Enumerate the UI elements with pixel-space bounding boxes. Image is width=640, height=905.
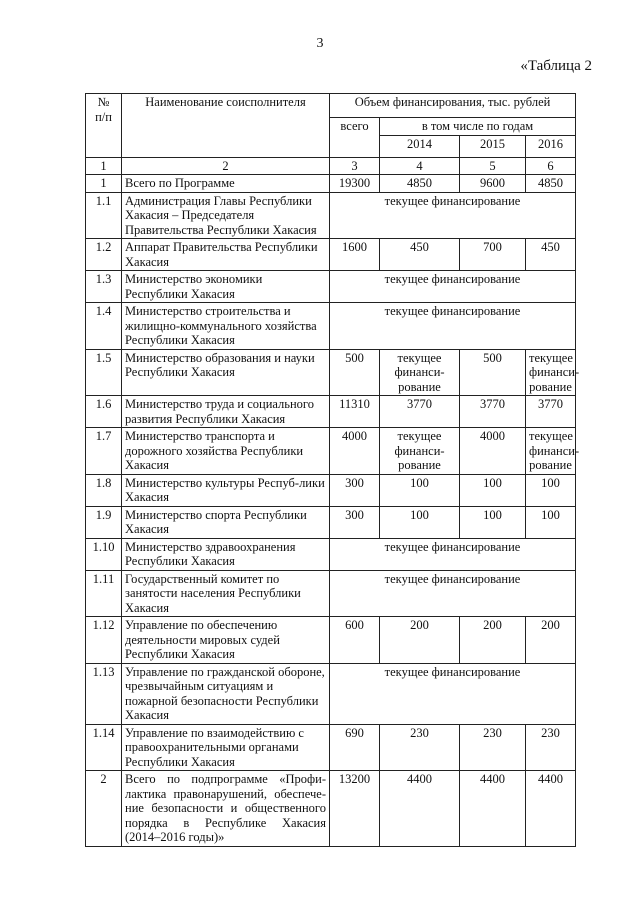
row-number: 1 (86, 175, 122, 193)
row-name: Министерство образования и науки Республики Хакасия (122, 349, 330, 396)
year-value: 230 (380, 724, 460, 771)
row-number: 1.11 (86, 570, 122, 617)
column-number: 1 (86, 157, 122, 175)
table-row (86, 474, 576, 506)
year-value: текущее финанси-рование (526, 428, 576, 475)
row-name: Министерство культуры Респуб-лики Хакасия (122, 474, 330, 506)
year-value: 4000 (460, 428, 526, 475)
row-name: Министерство здравоохранения Республики Хакасия (122, 538, 330, 570)
row-number: 1.8 (86, 474, 122, 506)
year-value: 100 (380, 474, 460, 506)
year-value: текущее финанси-рование (380, 428, 460, 475)
year-value: 100 (526, 474, 576, 506)
total-value: 300 (330, 474, 380, 506)
table-row (86, 617, 576, 664)
row-number: 1.12 (86, 617, 122, 664)
year-value: 4400 (460, 771, 526, 847)
current-financing-cell: текущее финансирование (330, 663, 576, 724)
year-value: 450 (380, 239, 460, 271)
table-row (86, 396, 576, 428)
header-year: 2016 (526, 135, 576, 157)
row-name: Аппарат Правительства Республики Хакасия (122, 239, 330, 271)
total-value: 300 (330, 506, 380, 538)
year-value: 230 (526, 724, 576, 771)
table-row (86, 175, 576, 193)
current-financing-cell: текущее финансирование (330, 303, 576, 350)
row-number: 1.1 (86, 192, 122, 239)
current-financing-cell: текущее финансирование (330, 570, 576, 617)
year-value: 3770 (380, 396, 460, 428)
header-year: 2015 (460, 135, 526, 157)
total-value: 600 (330, 617, 380, 664)
header-num: № п/п (86, 94, 122, 158)
row-name: Управление по гражданской обороне, чрезвычайным ситуациям и пожарной безопасности Республики Хакасия (122, 663, 330, 724)
table-row (86, 303, 576, 350)
total-value: 19300 (330, 175, 380, 193)
total-value: 4000 (330, 428, 380, 475)
table-row (86, 663, 576, 724)
row-number: 1.9 (86, 506, 122, 538)
year-value: текущее финанси-рование (380, 349, 460, 396)
table-row (86, 506, 576, 538)
table-row (86, 239, 576, 271)
row-name: Управление по обеспечению деятельности мировых судей Республики Хакасия (122, 617, 330, 664)
year-value: 9600 (460, 175, 526, 193)
column-number: 5 (460, 157, 526, 175)
total-value: 690 (330, 724, 380, 771)
row-name: Министерство спорта Республики Хакасия (122, 506, 330, 538)
year-value: 4400 (526, 771, 576, 847)
year-value: 3770 (526, 396, 576, 428)
year-value: 100 (460, 506, 526, 538)
year-value: 100 (460, 474, 526, 506)
total-value: 500 (330, 349, 380, 396)
year-value: 200 (460, 617, 526, 664)
row-name: Министерство строительства и жилищно-коммунального хозяйства Республики Хакасия (122, 303, 330, 350)
row-number: 1.6 (86, 396, 122, 428)
row-name: Администрация Главы Республики Хакасия – Председателя Правительства Республики Хакасия (122, 192, 330, 239)
row-number: 1.5 (86, 349, 122, 396)
row-number: 1.14 (86, 724, 122, 771)
row-name: Государственный комитет по занятости населения Республики Хакасия (122, 570, 330, 617)
row-number: 1.10 (86, 538, 122, 570)
header-year: 2014 (380, 135, 460, 157)
table-label: «Таблица 2 (520, 58, 592, 74)
column-number: 2 (122, 157, 330, 175)
year-value: 200 (380, 617, 460, 664)
row-number: 1.3 (86, 271, 122, 303)
column-number: 6 (526, 157, 576, 175)
row-name: Всего по Программе (122, 175, 330, 193)
current-financing-cell: текущее финансирование (330, 538, 576, 570)
current-financing-cell: текущее финансирование (330, 192, 576, 239)
row-number: 1.7 (86, 428, 122, 475)
year-value: 230 (460, 724, 526, 771)
table-row (86, 428, 576, 475)
row-number: 1.2 (86, 239, 122, 271)
table-row (86, 349, 576, 396)
year-value: 700 (460, 239, 526, 271)
row-name: Министерство экономики Республики Хакасия (122, 271, 330, 303)
total-value: 13200 (330, 771, 380, 847)
year-value: 4400 (380, 771, 460, 847)
year-value: 200 (526, 617, 576, 664)
table-row (86, 538, 576, 570)
table-row (86, 570, 576, 617)
header-by-years: в том числе по годам (380, 118, 576, 136)
row-name: Управление по взаимодействию с правоохранительными органами Республики Хакасия (122, 724, 330, 771)
year-value: 500 (460, 349, 526, 396)
header-name: Наименование соисполнителя (122, 94, 330, 158)
column-numbers-row (86, 157, 576, 175)
total-value: 11310 (330, 396, 380, 428)
table-row (86, 771, 576, 847)
year-value: 4850 (380, 175, 460, 193)
table-row (86, 192, 576, 239)
funding-table (85, 93, 580, 847)
current-financing-cell: текущее финансирование (330, 271, 576, 303)
total-value: 1600 (330, 239, 380, 271)
table-row (86, 724, 576, 771)
header-funding: Объем финансирования, тыс. рублей (330, 94, 576, 118)
row-number: 1.13 (86, 663, 122, 724)
year-value: текущее финанси-рование (526, 349, 576, 396)
year-value: 100 (380, 506, 460, 538)
column-number: 4 (380, 157, 460, 175)
row-name: Министерство транспорта и дорожного хозяйства Республики Хакасия (122, 428, 330, 475)
year-value: 100 (526, 506, 576, 538)
page-number: 3 (316, 36, 324, 51)
table-row (86, 271, 576, 303)
year-value: 450 (526, 239, 576, 271)
year-value: 4850 (526, 175, 576, 193)
row-number: 1.4 (86, 303, 122, 350)
row-name: Всего по подпрограмме «Профи-лактика правонарушений, обеспече-ние безопасности и общественного порядка в Республике Хакасия (2014–2016 годы)» (122, 771, 330, 847)
year-value: 3770 (460, 396, 526, 428)
row-number: 2 (86, 771, 122, 847)
column-number: 3 (330, 157, 380, 175)
header-total: всего (330, 118, 380, 158)
row-name: Министерство труда и социального развития Республики Хакасия (122, 396, 330, 428)
